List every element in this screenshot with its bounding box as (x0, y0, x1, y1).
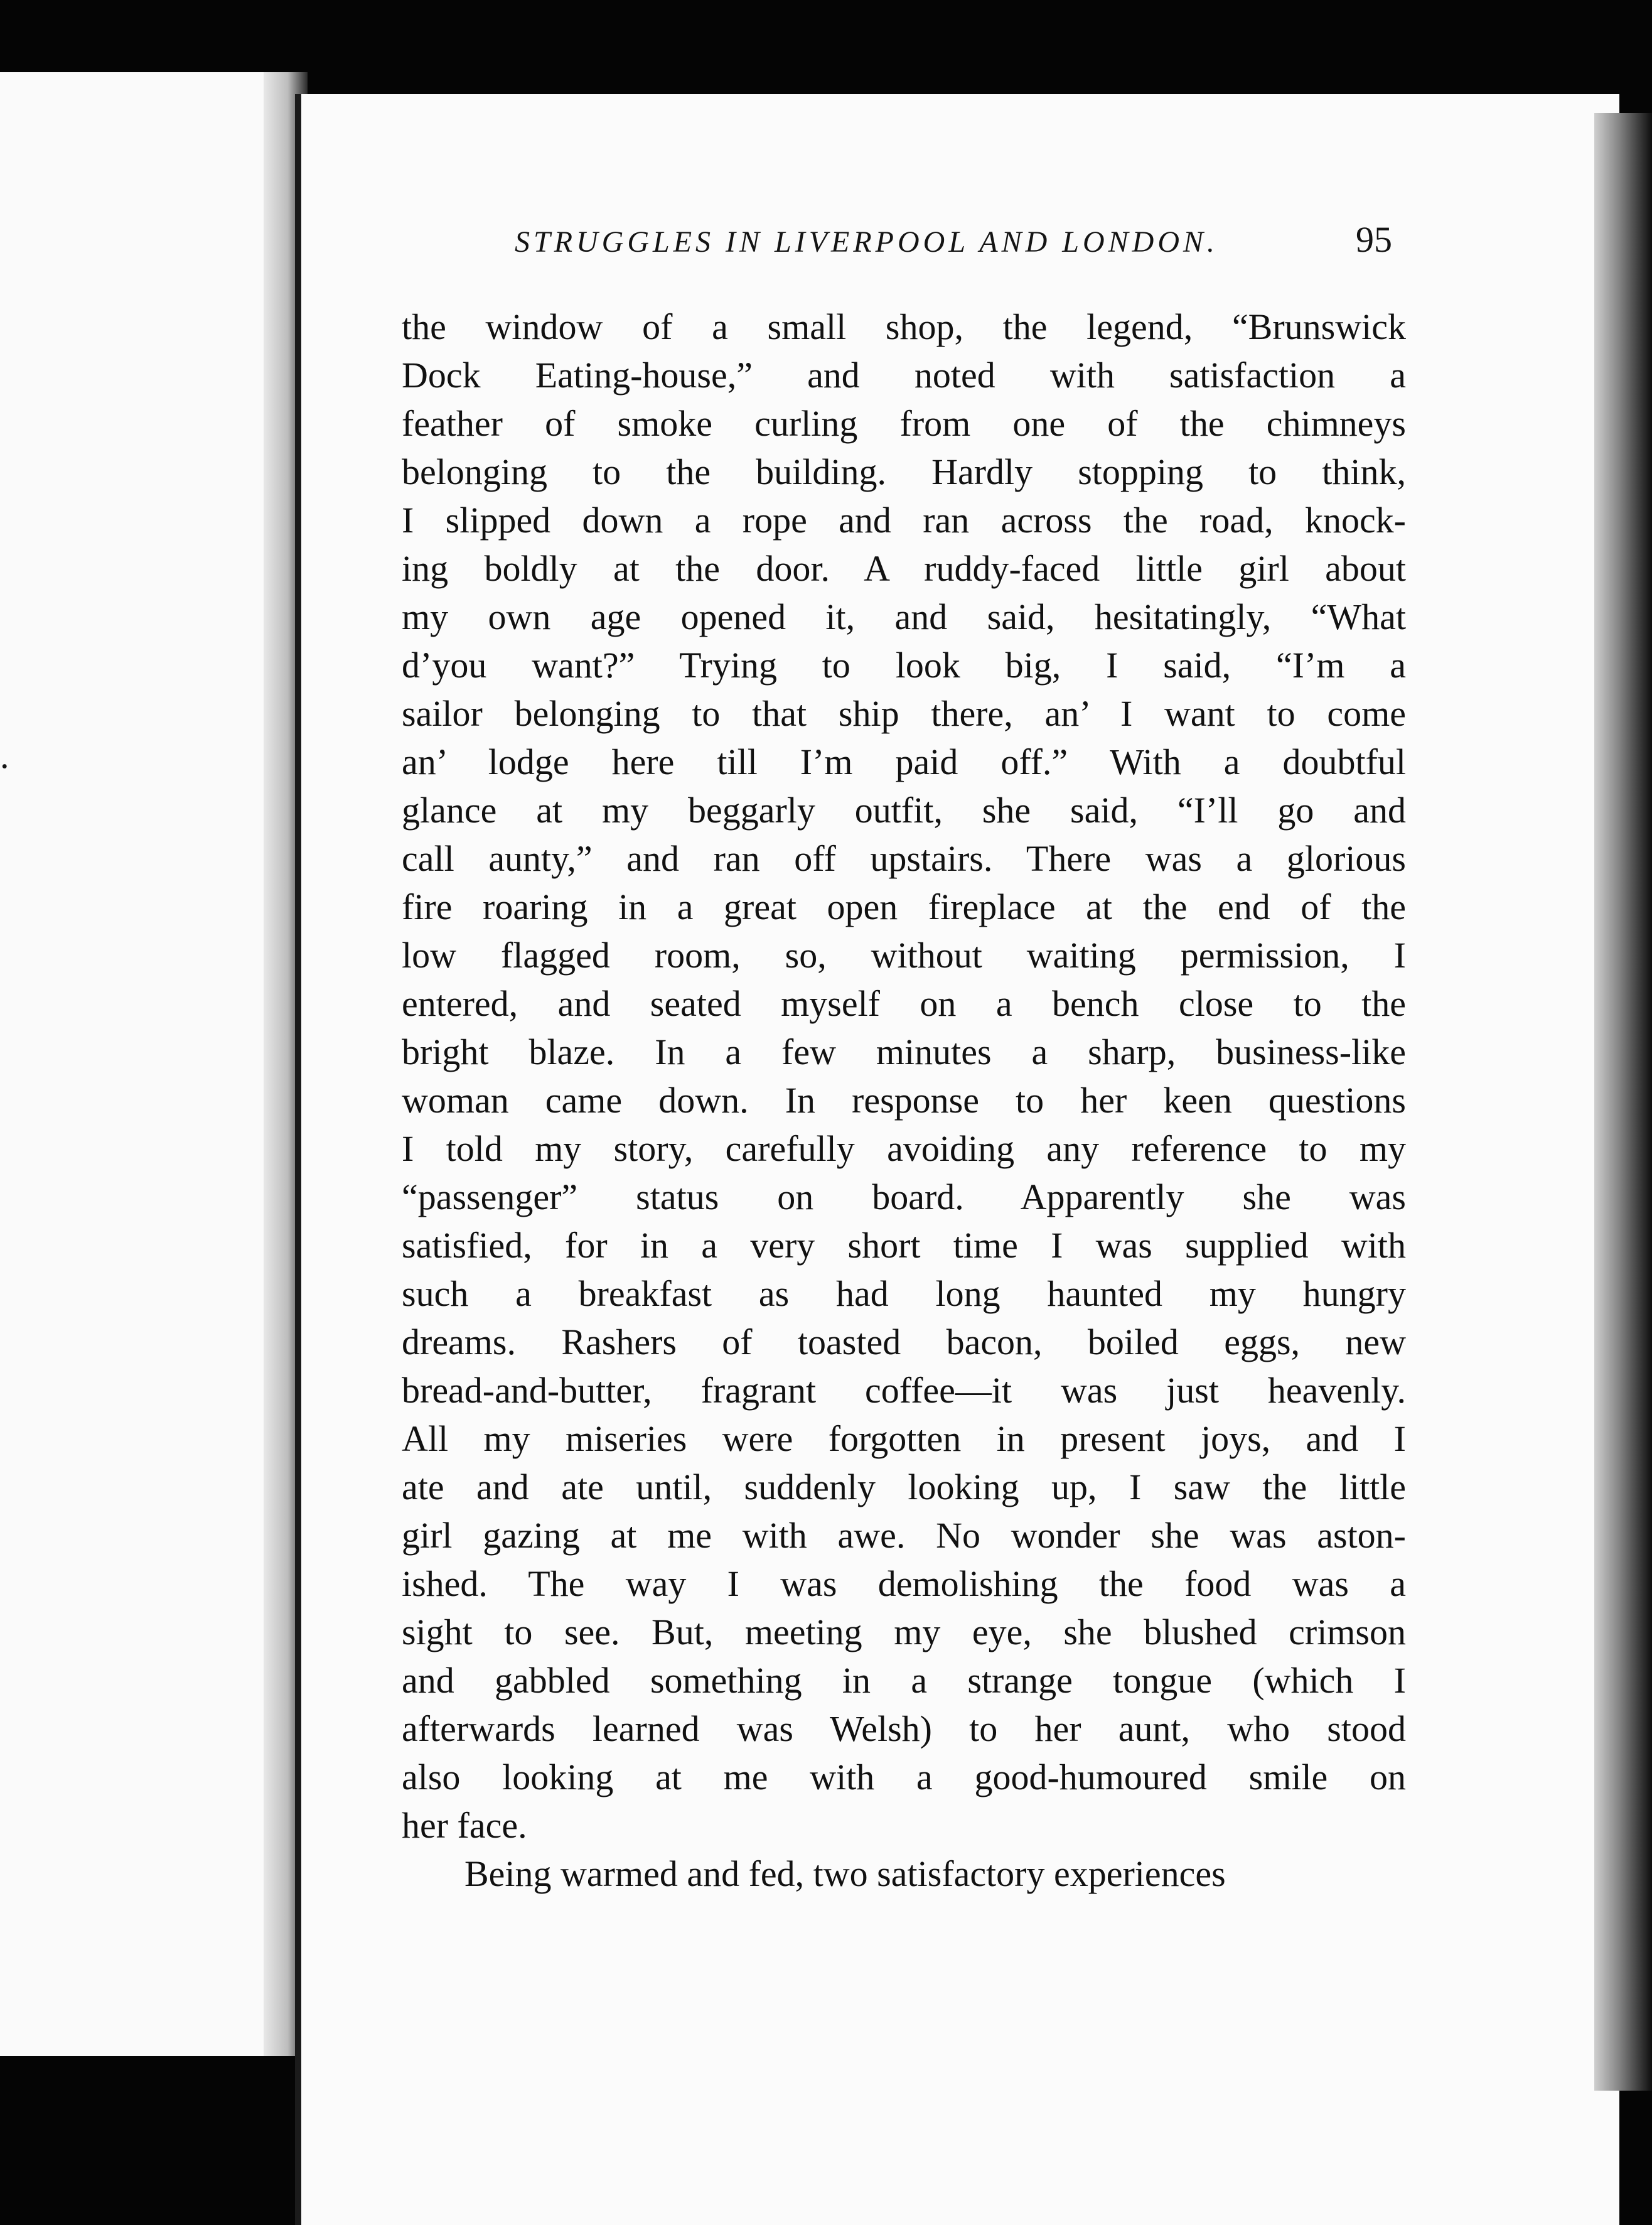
text-line: “passenger” status on board. Apparently she was (402, 1177, 1406, 1217)
text-line: Being warmed and fed, two satisfactory experiences (464, 1853, 1226, 1894)
text-line: d’you want?” Trying to look big, I said, “I’m a (402, 645, 1406, 686)
text-line: girl gazing at me with awe. No wonder she was aston- (402, 1515, 1406, 1556)
text-line: dreams. Rashers of toasted bacon, boiled eggs, new (402, 1322, 1406, 1362)
text-line: ished. The way I was demolishing the food was a (402, 1563, 1406, 1604)
text-line: sight to see. But, meeting my eye, she blushed crimson (402, 1612, 1406, 1652)
text-line: ing boldly at the door. A ruddy-faced little girl about (402, 548, 1406, 589)
text-line: woman came down. In response to her keen questions (402, 1080, 1406, 1121)
text-line: bright blaze. In a few minutes a sharp, business-like (402, 1032, 1406, 1072)
text-line: afterwards learned was Welsh) to her aunt, who stood (402, 1708, 1406, 1749)
left-page-mark: . (0, 735, 9, 776)
text-line: my own age opened it, and said, hesitatingly, “What (402, 596, 1406, 637)
text-line: entered, and seated myself on a bench close to the (402, 983, 1406, 1024)
text-line: I slipped down a rope and ran across the road, knock- (402, 500, 1406, 541)
text-line: bread-and-butter, fragrant coffee—it was just heavenly. (402, 1370, 1406, 1411)
text-line: her face. (402, 1805, 527, 1846)
text-line: low flagged room, so, without waiting permission, I (402, 935, 1406, 976)
body-text (402, 303, 1406, 1898)
text-line: ate and ate until, suddenly looking up, I saw the little (402, 1467, 1406, 1507)
text-line: feather of smoke curling from one of the chimneys (402, 403, 1406, 444)
text-line: All my miseries were forgotten in present joys, and I (402, 1418, 1406, 1459)
page-number: 95 (1356, 219, 1392, 260)
text-line: and gabbled something in a strange tongue (which I (402, 1660, 1406, 1701)
text-line: glance at my beggarly outfit, she said, “I’ll go and (402, 790, 1406, 831)
left-page (0, 72, 299, 2056)
text-line: satisfied, for in a very short time I was supplied with (402, 1225, 1406, 1266)
text-line: call aunty,” and ran off upstairs. There was a glorious (402, 838, 1406, 879)
text-line: the window of a small shop, the legend, “Brunswick (402, 306, 1406, 347)
running-head: STRUGGLES IN LIVERPOOL AND LONDON. (515, 225, 1218, 259)
text-line: Dock Eating-house,” and noted with satisfaction a (402, 355, 1406, 396)
text-line: such a breakfast as had long haunted my hungry (402, 1273, 1406, 1314)
page-edge (1594, 113, 1652, 2091)
text-line: belonging to the building. Hardly stopping to think, (402, 451, 1406, 492)
text-line: fire roaring in a great open fireplace at the end of the (402, 886, 1406, 927)
text-line: an’ lodge here till I’m paid off.” With a doubtful (402, 741, 1406, 782)
text-line: I told my story, carefully avoiding any reference to my (402, 1128, 1406, 1169)
text-line: also looking at me with a good-humoured smile on (402, 1757, 1406, 1797)
text-line: sailor belonging to that ship there, an’ I want to come (402, 693, 1406, 734)
